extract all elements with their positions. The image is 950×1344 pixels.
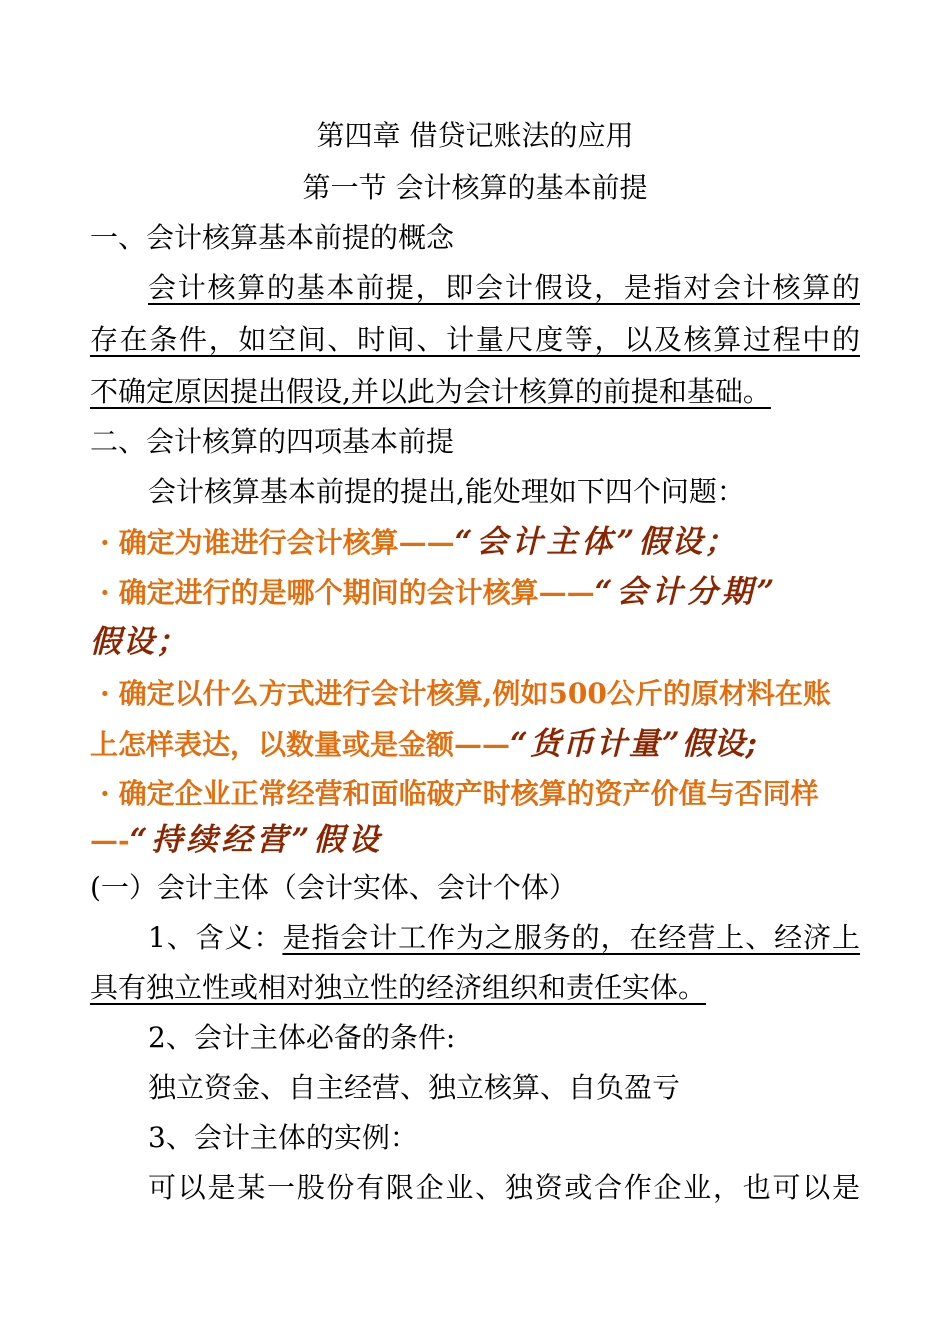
chapter-title: 第四章 借贷记账法的应用 [316, 119, 634, 152]
list-item-cont: —-“持续经营”假设 [90, 822, 384, 858]
para-3e: 可以是某一股份有限企业、独资或合作企业，也可以是 [148, 1171, 860, 1204]
list-item-cont: 假设； [90, 624, 189, 660]
list-item-cont: 上怎样表达，以数量或是金额——“货币计量”假设; [90, 726, 759, 762]
heading-2: 二、会计核算的四项基本前提 [90, 425, 455, 458]
para-3a-line-1: 1、含义：是指会计工作为之服务的，在经营上、经济上 [148, 921, 860, 954]
heading-1: 一、会计核算基本前提的概念 [90, 221, 455, 254]
list-item: · 确定以什么方式进行会计核算,例如500公斤的原材料在账 [100, 677, 831, 710]
list-item: · 确定进行的是哪个期间的会计核算——“会计分期” [100, 574, 779, 610]
bullet-icon: · [100, 677, 110, 710]
bullet-icon: · [100, 526, 110, 559]
para-3d: 3、会计主体的实例： [148, 1121, 418, 1154]
bullet-icon: · [100, 576, 110, 609]
para-2: 会计核算基本前提的提出,能处理如下四个问题： [148, 475, 745, 508]
bullet-icon: · [100, 777, 110, 810]
para-1-line-2: 存在条件，如空间、时间、计量尺度等，以及核算过程中的 [90, 323, 860, 356]
para-3a-line-2: 具有独立性或相对独立性的经济组织和责任实体。 [90, 971, 707, 1004]
para-3c: 独立资金、自主经营、独立核算、自负盈亏 [148, 1071, 681, 1104]
para-1-line-1: 会计核算的基本前提，即会计假设，是指对会计核算的 [148, 271, 860, 304]
para-3b: 2、会计主体必备的条件: [148, 1021, 456, 1054]
heading-3: (一）会计主体（会计实体、会计个体） [90, 871, 577, 904]
section-title: 第一节 会计核算的基本前提 [302, 171, 648, 204]
list-item: · 确定企业正常经营和面临破产时核算的资产价值与否同样 [100, 777, 819, 810]
list-item: · 确定为谁进行会计核算——“会计主体”假设； [100, 524, 738, 560]
para-1-line-3: 不确定原因提出假设,并以此为会计核算的前提和基础。 [90, 375, 771, 408]
